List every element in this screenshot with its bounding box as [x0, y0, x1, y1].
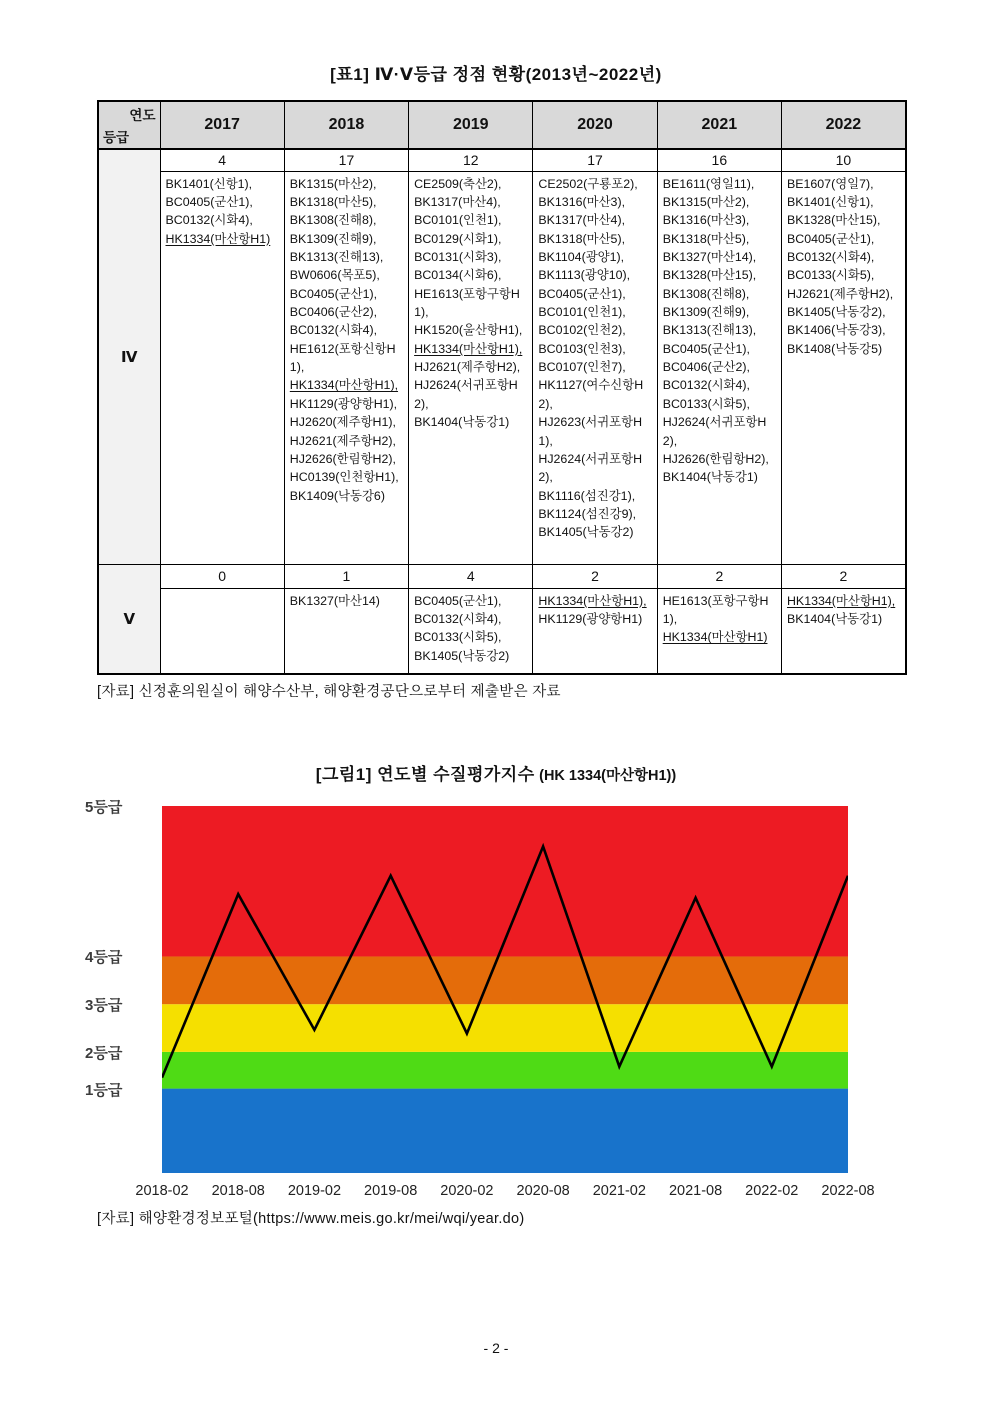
station-entry: BK1405(낙동강2) — [538, 525, 634, 540]
station-entry: BC0133(시화5), — [786, 268, 875, 283]
station-entry: BK1318(마산5), — [662, 231, 750, 246]
count-cell: 12 — [409, 149, 533, 171]
station-entry: BK1116(섬진강1), — [538, 488, 636, 503]
x-tick-label: 2022-08 — [821, 1183, 875, 1199]
count-cell: 16 — [657, 149, 781, 171]
station-entry: BK1401(신항1), — [786, 194, 874, 209]
station-entry: BK1404(낙동강1) — [786, 611, 883, 626]
year-header-2018: 2018 — [284, 101, 408, 149]
station-entry: BC0103(인천3), — [538, 341, 626, 356]
station-list-cell — [781, 171, 905, 564]
chart-canvas — [162, 806, 848, 1173]
station-entry: BC0132(시화4), — [414, 611, 502, 626]
station-entry: BC0132(시화4), — [165, 213, 253, 228]
station-entry: BK1309(진해9), — [662, 305, 750, 320]
station-entry: BC0406(군산2), — [662, 360, 750, 375]
page-number: - 2 - — [483, 1340, 509, 1356]
count-cell: 17 — [533, 149, 657, 171]
station-entry: HJ2624(서귀포항H2), — [538, 451, 643, 485]
station-entry: HE1613(포항구항H1), — [662, 593, 769, 626]
station-entry: HK1520(울산항H1), — [414, 323, 523, 338]
station-entry: BC0101(인천1), — [538, 305, 626, 320]
station-entry: BC0107(인천7), — [538, 360, 626, 375]
grade-band — [162, 806, 848, 956]
year-header-2017: 2017 — [160, 101, 284, 149]
y-tick-label: 3등급 — [85, 997, 123, 1015]
station-entry: BK1327(마산14), — [662, 249, 757, 264]
station-entry: BK1406(낙동강3), — [786, 323, 886, 338]
station-entry: BK1313(진해13), — [289, 249, 384, 264]
station-entry: HK1334(마산항H1), — [786, 593, 896, 608]
station-list-cell — [160, 588, 284, 674]
year-header-2020: 2020 — [533, 101, 657, 149]
station-entry: BW0606(목포5), — [289, 268, 380, 283]
grade4-count-row — [98, 149, 906, 171]
grade-band — [162, 956, 848, 1004]
station-list-cell — [657, 588, 781, 674]
station-entry: HK1334(마산항H1), — [414, 341, 523, 356]
station-list-cell — [657, 171, 781, 564]
count-cell: 2 — [533, 564, 657, 588]
station-entry: HK1129(광양항H1) — [538, 611, 643, 626]
station-entry: BC0405(군산1), — [662, 341, 750, 356]
x-tick-label: 2022-02 — [745, 1183, 799, 1199]
station-entry: HJ2621(제주항H2), — [289, 433, 396, 448]
grade-band — [162, 1052, 848, 1089]
station-entry: HJ2620(제주항H1), — [289, 415, 396, 430]
station-entry: BK1317(마산4), — [414, 194, 501, 209]
station-entry: BE1611(영일11), — [662, 176, 755, 191]
station-entry: BK1308(진해8), — [289, 213, 377, 228]
count-cell: 1 — [284, 564, 408, 588]
station-entry: BC0132(시화4), — [289, 323, 378, 338]
station-entry: BC0134(시화6), — [414, 268, 502, 283]
station-entry: BK1404(낙동강1) — [414, 415, 510, 430]
count-cell: 2 — [657, 564, 781, 588]
station-entry: HJ2623(서귀포항H1), — [538, 415, 643, 448]
station-entry: BC0131(시화3), — [414, 249, 502, 264]
station-entry: BC0132(시화4), — [786, 249, 875, 264]
count-cell: 0 — [160, 564, 284, 588]
x-tick-label: 2020-02 — [440, 1183, 494, 1199]
grade-station-table — [97, 100, 907, 675]
grade-band — [162, 1089, 848, 1173]
wqi-line-chart — [162, 806, 848, 1173]
station-list-cell — [533, 171, 657, 564]
station-entry: HJ2624(서귀포항H2), — [662, 415, 767, 448]
corner-label-year: 연도 — [129, 108, 156, 123]
station-entry: BK1408(낙동강5) — [786, 341, 883, 356]
station-entry: BE1607(영일7), — [786, 176, 874, 191]
station-entry: HJ2624(서귀포항H2), — [414, 378, 518, 411]
station-entry: BK1316(마산3), — [538, 194, 626, 209]
x-tick-label: 2018-02 — [135, 1183, 189, 1199]
station-entry: HC0139(인천항H1), — [289, 470, 399, 485]
station-entry: BK1401(신항1), — [165, 176, 253, 191]
table-source-note: [자료] 신정훈의원실이 해양수산부, 해양환경공단으로부터 제출받은 자료 — [97, 684, 561, 700]
station-entry: BC0405(군산1), — [786, 231, 875, 246]
y-tick-label: 5등급 — [85, 799, 123, 816]
station-entry: HK1334(마산항H1) — [662, 630, 768, 645]
x-tick-label: 2018-08 — [211, 1183, 265, 1199]
station-entry: BK1313(진해13), — [662, 323, 757, 338]
y-tick-label: 1등급 — [85, 1081, 123, 1099]
station-entry: BK1124(섬진강9), — [538, 506, 637, 521]
count-cell: 4 — [409, 564, 533, 588]
station-entry: BK1404(낙동강1) — [662, 470, 758, 485]
station-entry: BC0132(시화4), — [662, 378, 750, 393]
station-entry: BC0133(시화5), — [414, 630, 502, 645]
year-header-2019: 2019 — [409, 101, 533, 149]
figure-title — [0, 760, 992, 785]
y-tick-label: 2등급 — [85, 1044, 123, 1062]
station-entry: BC0405(군산1), — [289, 286, 378, 301]
table-title: [표1] Ⅳ·Ⅴ등급 정점 현황(2013년~2022년) — [330, 65, 662, 84]
station-entry: BC0405(군산1), — [165, 194, 253, 209]
count-cell: 17 — [284, 149, 408, 171]
station-list-cell — [284, 171, 408, 564]
station-entry: HJ2621(제주항H2), — [786, 286, 894, 301]
station-entry: HK1334(마산항H1), — [289, 378, 399, 393]
station-entry: BC0102(인천2), — [538, 323, 626, 338]
x-tick-label: 2020-08 — [516, 1183, 570, 1199]
station-entry: BK1328(마산15), — [662, 268, 757, 283]
station-entry: HJ2621(제주항H2), — [414, 360, 521, 375]
grade4-label: Ⅳ — [98, 149, 160, 564]
station-entry: BK1318(마산5), — [538, 231, 626, 246]
station-entry: HE1613(포항구항H1), — [414, 286, 520, 320]
station-list-cell — [533, 588, 657, 674]
station-entry: HE1612(포항신항H1), — [289, 341, 396, 375]
figure-title-suffix: (HK 1334(마산항H1)) — [539, 768, 677, 784]
year-header-2021: 2021 — [657, 101, 781, 149]
x-tick-label: 2021-08 — [668, 1183, 723, 1199]
corner-cell — [98, 101, 160, 149]
count-cell: 2 — [781, 564, 905, 588]
station-entry: BK1113(광양10), — [538, 268, 631, 283]
count-cell: 4 — [160, 149, 284, 171]
chart-source-note: [자료] 해양환경정보포털(https://www.meis.go.kr/mei/wqi/year.do) — [97, 1211, 525, 1227]
x-tick-label: 2021-02 — [592, 1183, 646, 1199]
station-entry: BC0133(시화5), — [662, 396, 750, 411]
station-entry: CE2509(축산2), — [414, 176, 502, 191]
station-entry: BK1104(광양1), — [538, 249, 625, 264]
station-entry: BK1315(마산2), — [289, 176, 377, 191]
station-entry: BK1308(진해8), — [662, 286, 750, 301]
station-entry: BC0405(군산1), — [538, 286, 626, 301]
y-tick-label: 4등급 — [85, 949, 123, 967]
station-entry: BK1405(낙동강2) — [414, 648, 510, 663]
station-entry: BK1328(마산15), — [786, 213, 881, 228]
station-list-cell — [284, 588, 408, 674]
station-entry: BK1316(마산3), — [662, 213, 750, 228]
station-entry: BK1405(낙동강2), — [786, 305, 886, 320]
station-entry: BK1318(마산5), — [289, 194, 377, 209]
year-header-2022: 2022 — [781, 101, 905, 149]
station-list-cell — [409, 171, 533, 564]
station-list-cell — [160, 171, 284, 564]
corner-label-grade: 등급 — [103, 130, 130, 145]
station-entry: CE2502(구룡포2), — [538, 176, 638, 191]
grade4-station-row — [98, 171, 906, 564]
table-header-row — [98, 101, 906, 149]
station-entry: HK1129(광양항H1), — [289, 396, 398, 411]
station-entry: HK1334(마산항H1), — [538, 593, 647, 608]
station-entry: HK1127(여수신항H2), — [538, 378, 644, 411]
x-tick-label: 2019-02 — [287, 1183, 342, 1199]
figure-title-main: [그림1] 연도별 수질평가지수 — [315, 765, 535, 784]
station-entry: BC0129(시화1), — [414, 231, 502, 246]
x-tick-label: 2019-08 — [364, 1183, 418, 1199]
station-entry: BK1309(진해9), — [289, 231, 377, 246]
station-entry: BC0405(군산1), — [414, 593, 502, 608]
grade5-count-row — [98, 564, 906, 588]
station-entry: HK1334(마산항H1) — [165, 231, 271, 246]
station-entry: HJ2626(한림항H2), — [289, 451, 396, 466]
station-list-cell — [409, 588, 533, 674]
grade5-station-row — [98, 588, 906, 674]
station-entry: BK1327(마산14) — [289, 593, 380, 608]
station-entry: HJ2626(한림항H2), — [662, 451, 769, 466]
grade-band — [162, 1004, 848, 1052]
station-entry: BK1315(마산2), — [662, 194, 750, 209]
station-entry: BK1317(마산4), — [538, 213, 626, 228]
grade5-label: Ⅴ — [98, 564, 160, 674]
station-entry: BC0406(군산2), — [289, 305, 378, 320]
station-entry: BK1409(낙동강6) — [289, 488, 385, 503]
station-entry: BC0101(인천1), — [414, 213, 502, 228]
station-list-cell — [781, 588, 905, 674]
count-cell: 10 — [781, 149, 905, 171]
